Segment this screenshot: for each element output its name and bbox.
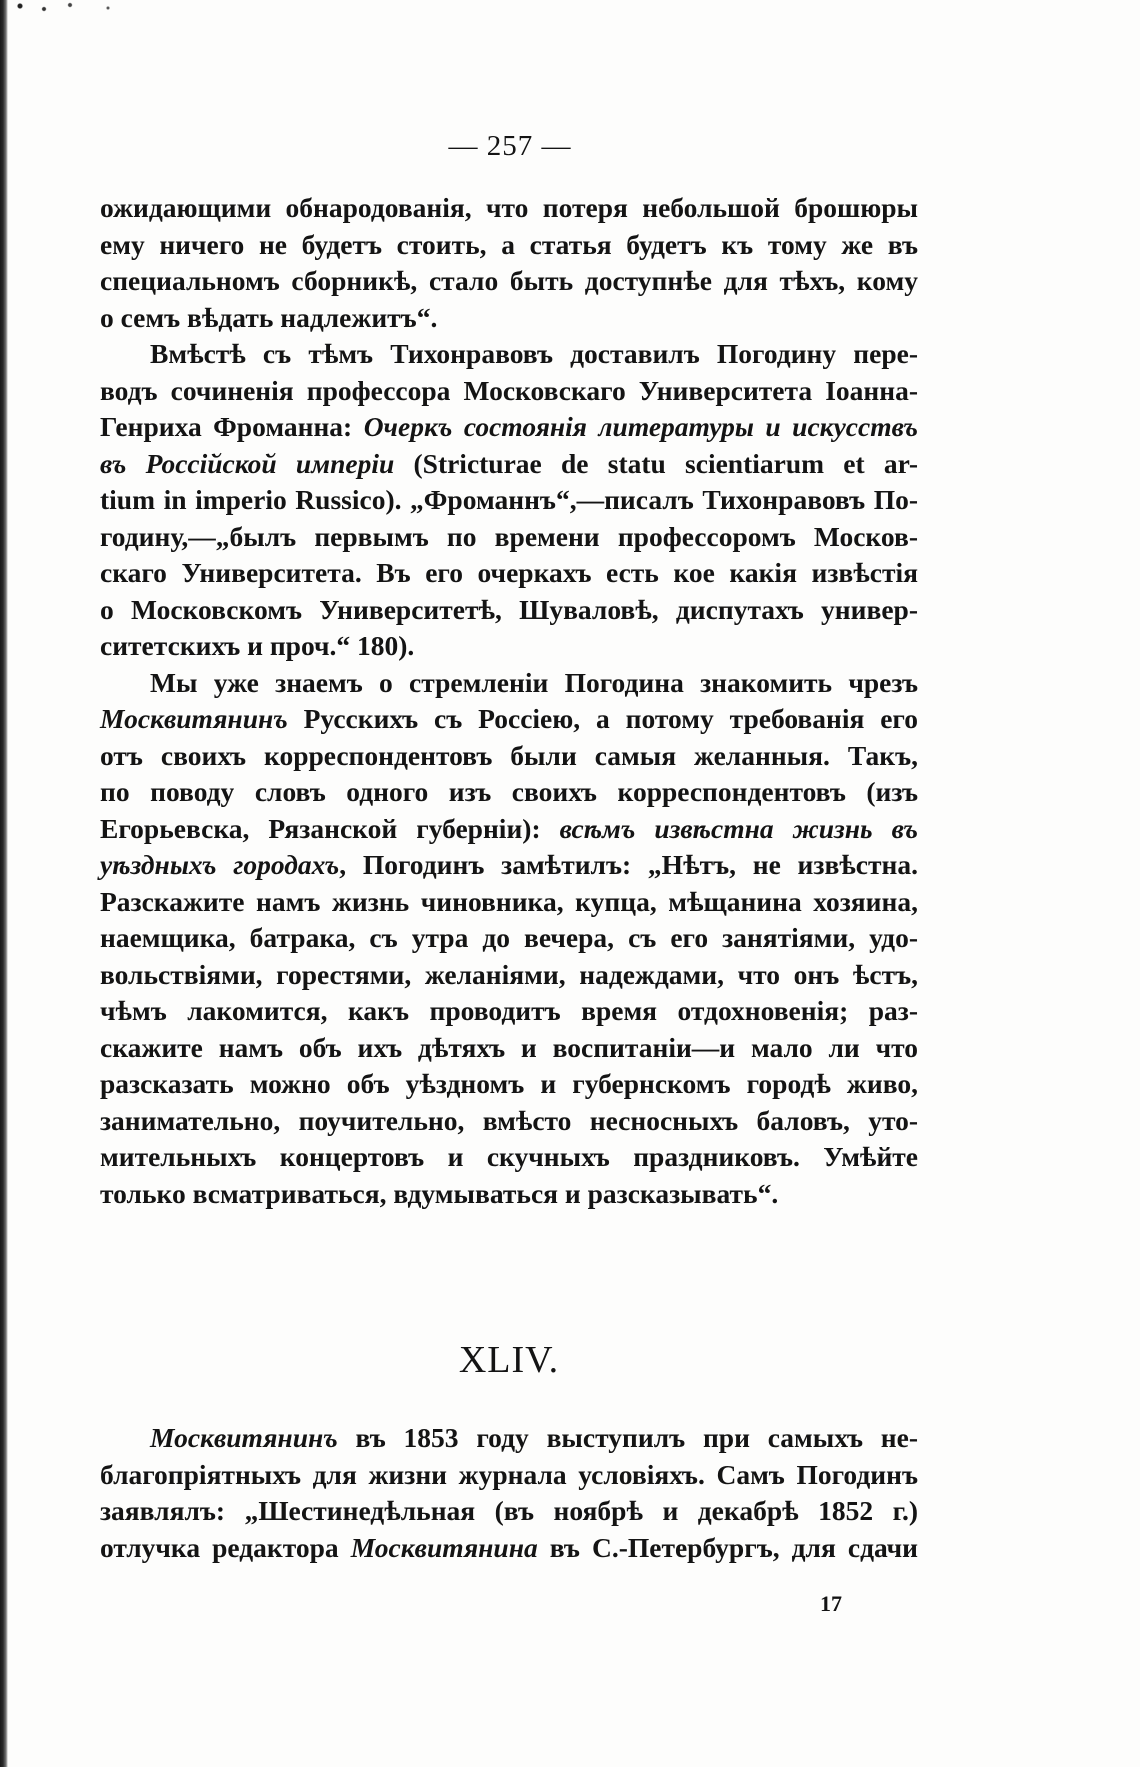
text-line: tium in imperio Russico). „Фроманнъ“,—писалъ Тихонравовъ По-	[100, 484, 918, 515]
text-line: ему ничего не будетъ стоить, а статья будетъ къ тому же въ	[100, 228, 918, 260]
text-line: Генриха Фроманна: Очеркъ состоянія литературы и искусствъ	[100, 411, 919, 442]
text-line: о семъ вѣдать надлежитъ“.	[100, 301, 438, 333]
italic-title: Москвитянинъ	[100, 703, 288, 734]
body-text	[100, 190, 918, 1212]
text-line: годину,—„былъ первымъ по времени профессоромъ Москов-	[100, 520, 918, 552]
text-line: ожидающими обнародованія, что потеря небольшой брошюры	[100, 192, 918, 223]
section-body-text	[100, 1420, 918, 1566]
text-line: наемщика, батрака, съ утра до вечера, съ его занятіями, удо-	[100, 922, 918, 953]
text-line: только всматриваться, вдумываться и разсказывать“.	[100, 1177, 779, 1209]
paragraph-4	[100, 1420, 918, 1566]
text-line: скаго Университета. Въ его очеркахъ есть кое какія извѣстія	[100, 557, 918, 588]
text-line: благопріятныхъ для жизни журнала условіяхъ. Самъ Погодинъ	[100, 1458, 918, 1490]
text-line: Вмѣстѣ съ тѣмъ Тихонравовъ доставилъ Погодину пере-	[150, 338, 918, 369]
text-line: Разскажите намъ жизнь чиновника, купца, мѣщанина хозяина,	[100, 885, 918, 917]
paragraph-3	[100, 665, 918, 1213]
text-line: разсказать можно объ уѣздномъ и губернскомъ городѣ живо,	[100, 1068, 918, 1099]
printer-signature-mark: 17	[820, 1591, 842, 1616]
running-head-page-number: — 257 —	[448, 130, 572, 162]
text-line: Москвитянинъ въ 1853 году выступилъ при самыхъ не-	[150, 1422, 918, 1453]
section-heading: XLIV.	[458, 1339, 560, 1381]
scan-speckles	[10, 0, 130, 14]
italic-title: Москвитянина	[350, 1531, 538, 1563]
text-line: вольствіями, горестями, желаніями, надеждами, что онъ ѣстъ,	[100, 958, 918, 990]
text-line: Москвитянинъ Русскихъ съ Россіею, а потому требованія его	[100, 703, 918, 734]
italic-quote: всѣмъ извѣстна жизнь въ	[559, 812, 918, 844]
text-line: специальномъ сборникѣ, стало быть доступнѣе для тѣхъ, кому	[100, 265, 918, 296]
italic-title: Москвитянинъ	[150, 1422, 338, 1453]
paragraph-2	[100, 336, 918, 665]
text-line: отлучка редактора Москвитянина въ С.-Петербургъ, для сдачи	[100, 1531, 918, 1563]
italic-title: Очеркъ состоянія литературы и искусствъ	[363, 411, 919, 442]
italic-quote: уѣздныхъ городахъ	[100, 849, 340, 880]
text-line: скажите намъ объ ихъ дѣтяхъ и воспитаніи—и мало ли что	[100, 1031, 918, 1063]
text-line: о Московскомъ Университетѣ, Шуваловѣ, диспутахъ универ-	[100, 593, 918, 625]
text-line: уѣздныхъ городахъ, Погодинъ замѣтилъ: „Нѣтъ, не извѣстна.	[100, 849, 918, 880]
text-line: чѣмъ лакомится, какъ проводитъ время отдохновенія; раз-	[100, 995, 918, 1026]
italic-title: въ Россійской имперіи	[100, 447, 395, 479]
text-line: въ Россійской имперіи (Stricturae de statu scientiarum et ar-	[100, 447, 918, 479]
text-line: Егорьевска, Рязанской губерніи): всѣмъ извѣстна жизнь въ	[100, 812, 918, 844]
page-spine-edge	[0, 0, 8, 1767]
text-line: Мы уже знаемъ о стремленіи Погодина знакомить чрезъ	[150, 666, 918, 698]
text-line: ситетскихъ и проч.“ 180).	[100, 630, 415, 661]
text-line: отъ своихъ корреспондентовъ были самыя желанныя. Такъ,	[100, 739, 918, 771]
text-line: заявлялъ: „Шестинедѣльная (въ ноябрѣ и декабрѣ 1852 г.)	[100, 1495, 918, 1526]
text-line: по поводу словъ одного изъ своихъ корреспондентовъ (изъ	[100, 776, 918, 807]
paragraph-1	[100, 190, 918, 336]
text-line: мительныхъ концертовъ и скучныхъ праздниковъ. Умѣйте	[100, 1141, 918, 1172]
text-line: водъ сочиненія профессора Московскаго Университета Іоанна-	[100, 374, 918, 406]
text-line: занимательно, поучительно, вмѣсто несносныхъ баловъ, уто-	[100, 1104, 918, 1136]
